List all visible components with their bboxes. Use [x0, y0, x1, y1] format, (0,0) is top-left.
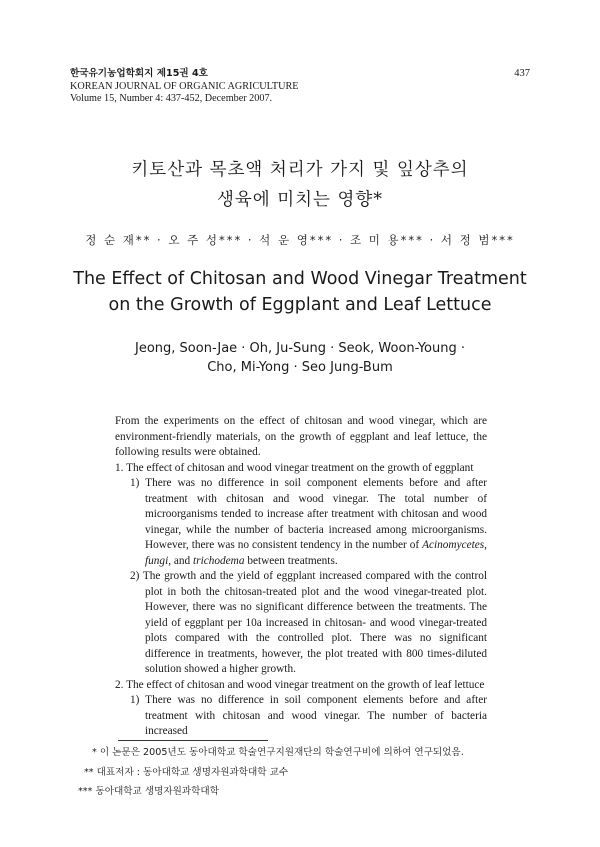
- s1-item1-italic-2: fungi: [145, 554, 169, 567]
- s1-item1-italic-1: Acinomycetes: [422, 539, 485, 551]
- abstract-body: [115, 414, 487, 740]
- journal-header: [70, 68, 298, 106]
- s1-item1-text-a: 1) There was no difference in soil component elements before and after treatment with chitosan and wood vinegar. The total number of microorganisms tended to increase after treatment with chitosan and wood vinegar, while the number of bacteria increased among microorganisms. However, there was no consistent tendency in the number of: [130, 477, 487, 551]
- s1-item1-text-d: between treatments.: [244, 554, 338, 567]
- english-authors-line-1: Jeong, Soon-Jae · Oh, Ju-Sung · Seok, Woon-Young ·: [135, 341, 465, 356]
- footnote-divider: [118, 740, 268, 741]
- page-number: 437: [514, 68, 530, 79]
- english-authors-line-2: Cho, Mi-Yong · Seo Jung-Bum: [207, 360, 393, 375]
- section-1-item-2: 2) The growth and the yield of eggplant increased compared with the control plot in both the chitosan-treated plot and the wood vinegar-treated plot. However, there was no significant difference between the treatments. The yield of eggplant per 10a increased in chitosan- and wood vinegar-treated plots compared with the controlled plot. There was no significant difference in treatments, however, the plot treated with 800 times-diluted solution showed a higher growth.: [130, 570, 487, 675]
- section-2-heading: 2. The effect of chitosan and wood vinegar treatment on the growth of leaf lettuce: [115, 678, 485, 691]
- s1-item1-italic-3: trichodema: [193, 554, 245, 567]
- s1-item1-text-b: ,: [484, 539, 487, 551]
- section-2-item-1: 1) There was no difference in soil component elements before and after treatment with chitosan and wood vinegar. The number of bacteria increased: [130, 694, 487, 737]
- footnote-1: * 이 논문은 2005년도 동아대학교 학술연구지원재단의 학술연구비에 의하여 연구되었음.: [92, 747, 464, 758]
- korean-authors: 정 순 재** · 오 주 성*** · 석 운 영*** · 조 미 용*** · 서 정 범***: [85, 233, 515, 247]
- journal-name-korean: 한국유기농업학회지 제15권 4호: [70, 68, 208, 79]
- korean-title: [0, 155, 600, 215]
- s1-item1-text-c: , and: [168, 554, 194, 567]
- section-1-heading: 1. The effect of chitosan and wood vinegar treatment on the growth of eggplant: [115, 461, 474, 474]
- english-authors: [0, 339, 600, 377]
- abstract-intro: From the experiments on the effect of chitosan and wood vinegar, which are environment-friendly materials, on the growth of eggplant and leaf lettuce, the following results were obtained.: [115, 415, 487, 458]
- english-title-line-2: on the Growth of Eggplant and Leaf Lettuce: [108, 295, 492, 315]
- journal-volume: Volume 15, Number 4: 437-452, December 2007.: [70, 93, 273, 104]
- section-1-item-1: [115, 476, 487, 569]
- footnote-3: *** 동아대학교 생명자원과학대학: [78, 786, 219, 797]
- korean-title-line-1: 키토산과 목초액 처리가 가지 및 잎상추의: [131, 160, 469, 180]
- korean-title-line-2: 생육에 미치는 영향*: [216, 190, 384, 210]
- footnote-2: ** 대표저자 : 동아대학교 생명자원과학대학 교수: [84, 766, 289, 778]
- journal-name-english: KOREAN JOURNAL OF ORGANIC AGRICULTURE: [70, 80, 299, 92]
- english-title-line-1: The Effect of Chitosan and Wood Vinegar Treatment: [73, 269, 527, 289]
- footnotes: [78, 743, 528, 802]
- english-title: [0, 266, 600, 318]
